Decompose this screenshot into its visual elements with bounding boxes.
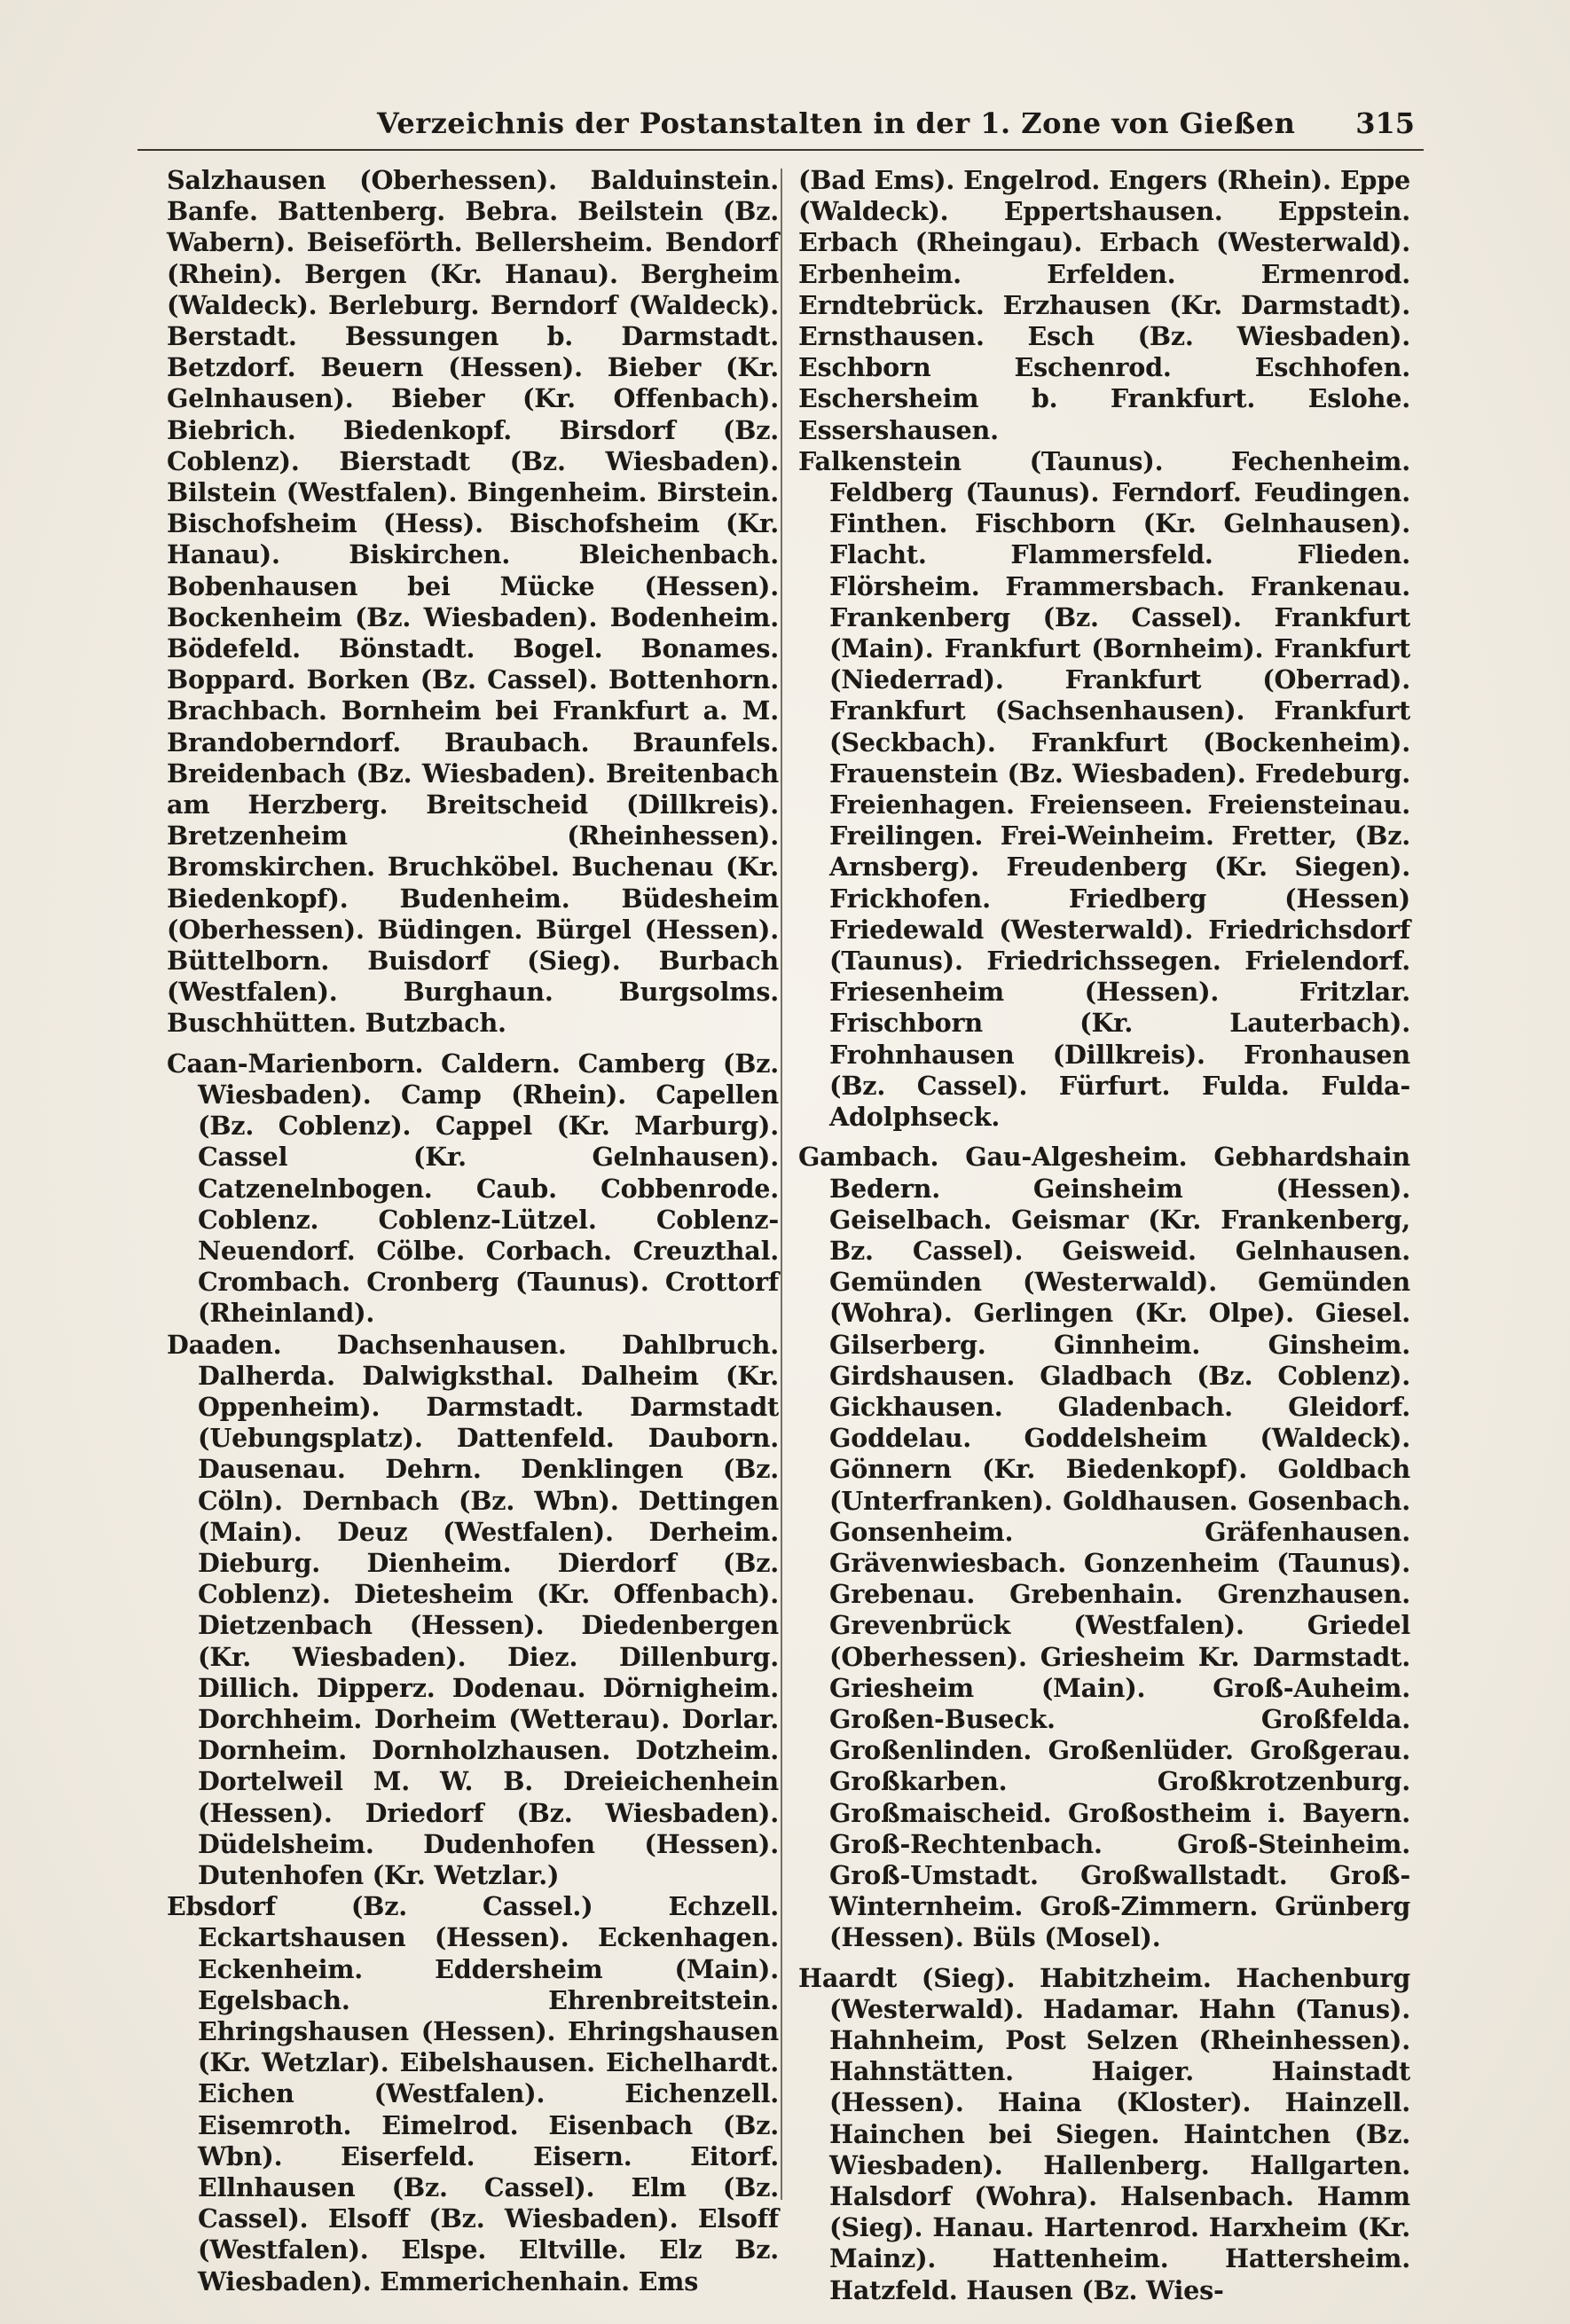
- entry-group-d: Daaden. Dachsenhausen. Dahlbruch. Dalherda. Dalwigksthal. Dalheim (Kr. Oppenheim). Darmstadt. Darmstadt (Uebungsplatz). Dattenfeld. Dauborn. Dausenau. Dehrn. Denklingen (Bz. Cöln). Dernbach (Bz. Wbn). Dettingen (Main). Deuz (Westfalen). Derheim. Dieburg. Dienheim. Dierdorf (Bz. Coblenz). Dietesheim (Kr. Offenbach). Dietzenbach (Hessen). Diedenbergen (Kr. Wiesbaden). Diez. Dillenburg. Dillich. Dipperz. Dodenau. Dörnigheim. Dorchheim. Dorheim (Wetterau). Dorlar. Dornheim. Dornholzhausen. Dotzheim. Dortelweil M. W. B. Dreieichenhein (Hessen). Driedorf (Bz. Wiesbaden). Düdelsheim. Dudenhofen (Hessen). Dutenhofen (Kr. Wetzlar.): [167, 1329, 779, 1890]
- entry-group-e: Ebsdorf (Bz. Cassel.) Echzell. Eckartshausen (Hessen). Eckenhagen. Eckenheim. Eddersheim (Main). Egelsbach. Ehrenbreitstein. Ehringshausen (Hessen). Ehringshausen (Kr. Wetzlar). Eibelshausen. Eichelhardt. Eichen (Westfalen). Eichenzell. Eisemroth. Eimelrod. Eisenbach (Bz. Wbn). Eiserfeld. Eisern. Eitorf. Ellnhausen (Bz. Cassel). Elm (Bz. Cassel). Elsoff (Bz. Wiesbaden). Elsoff (Westfalen). Elspe. Eltville. Elz Bz. Wiesbaden). Emmerichenhain. Ems: [167, 1891, 779, 2297]
- entry-group-b: Salzhausen (Oberhessen). Balduinstein. Banfe. Battenberg. Bebra. Beilstein (Bz. Wabern). Beiseförth. Bellersheim. Bendorf (Rhein). Bergen (Kr. Hanau). Bergheim (Waldeck). Berleburg. Berndorf (Waldeck). Berstadt. Bessungen b. Darmstadt. Betzdorf. Beuern (Hessen). Bieber (Kr. Gelnhausen). Bieber (Kr. Offenbach). Biebrich. Biedenkopf. Birsdorf (Bz. Coblenz). Bierstadt (Bz. Wiesbaden). Bilstein (Westfalen). Bingenheim. Birstein. Bischofsheim (Hess). Bischofsheim (Kr. Hanau). Biskirchen. Bleichenbach. Bobenhausen bei Mücke (Hessen). Bockenheim (Bz. Wiesbaden). Bodenheim. Bödefeld. Bönstadt. Bogel. Bonames. Boppard. Borken (Bz. Cassel). Bottenhorn. Brachbach. Bornheim bei Frankfurt a. M. Brandoberndorf. Braubach. Braunfels. Breidenbach (Bz. Wiesbaden). Breitenbach am Herzberg. Breitscheid (Dillkreis). Bretzenheim (Rheinhessen). Bromskirchen. Bruchköbel. Buchenau (Kr. Biedenkopf). Budenheim. Büdesheim (Oberhessen). Büdingen. Bürgel (Hessen). Büttelborn. Buisdorf (Sieg). Burbach (Westfalen). Burghaun. Burgsolms. Buschhütten. Butzbach.: [167, 165, 779, 1039]
- left-column: [167, 165, 779, 2297]
- header-rule: [137, 149, 1424, 151]
- running-header: [137, 98, 1424, 151]
- entry-group-e-continued: (Bad Ems). Engelrod. Engers (Rhein). Eppe (Waldeck). Eppertshausen. Eppstein. Erbach (Rheingau). Erbach (Westerwald). Erbenheim. Erfelden. Ermenrod. Erndtebrück. Erzhausen (Kr. Darmstadt). Ernsthausen. Esch (Bz. Wiesbaden). Eschborn Eschenrod. Eschhofen. Eschersheim b. Frankfurt. Eslohe. Essershausen.: [798, 165, 1410, 445]
- running-title: Verzeichnis der Postanstalten in der 1. Zone von Gießen: [377, 106, 1296, 140]
- right-column: [798, 165, 1410, 2306]
- entry-group-h: Haardt (Sieg). Habitzheim. Hachenburg (Westerwald). Hadamar. Hahn (Tanus). Hahnheim, Post Selzen (Rheinhessen). Hahnstätten. Haiger. Hainstadt (Hessen). Haina (Kloster). Hainzell. Hainchen bei Siegen. Haintchen (Bz. Wiesbaden). Hallenberg. Hallgarten. Halsdorf (Wohra). Halsenbach. Hamm (Sieg). Hanau. Hartenrod. Harxheim (Kr. Mainz). Hattenheim. Hattersheim. Hatzfeld. Hausen (Bz. Wies-: [798, 1962, 1410, 2305]
- entry-group-f: Falkenstein (Taunus). Fechenheim. Feldberg (Taunus). Ferndorf. Feudingen. Finthen. Fischborn (Kr. Gelnhausen). Flacht. Flammersfeld. Flieden. Flörsheim. Frammersbach. Frankenau. Frankenberg (Bz. Cassel). Frankfurt (Main). Frankfurt (Bornheim). Frankfurt (Niederrad). Frankfurt (Oberrad). Frankfurt (Sachsenhausen). Frankfurt (Seckbach). Frankfurt (Bockenheim). Frauenstein (Bz. Wiesbaden). Fredeburg. Freienhagen. Freienseen. Freiensteinau. Freilingen. Frei-Weinheim. Fretter, (Bz. Arnsberg). Freudenberg (Kr. Siegen). Frickhofen. Friedberg (Hessen) Friedewald (Westerwald). Friedrichsdorf (Taunus). Friedrichssegen. Frielendorf. Friesenheim (Hessen). Fritzlar. Frischborn (Kr. Lauterbach). Frohnhausen (Dillkreis). Fronhausen (Bz. Cassel). Fürfurt. Fulda. Fulda-Adolphseck.: [798, 445, 1410, 1133]
- entry-group-g: Gambach. Gau-Algesheim. Gebhardshain Bedern. Geinsheim (Hessen). Geiselbach. Geismar (Kr. Frankenberg, Bz. Cassel). Geisweid. Gelnhausen. Gemünden (Westerwald). Gemünden (Wohra). Gerlingen (Kr. Olpe). Giesel. Gilserberg. Ginnheim. Ginsheim. Girdshausen. Gladbach (Bz. Coblenz). Gickhausen. Gladenbach. Gleidorf. Goddelau. Goddelsheim (Waldeck). Gönnern (Kr. Biedenkopf). Goldbach (Unterfranken). Goldhausen. Gosenbach. Gonsenheim. Gräfenhausen. Grävenwiesbach. Gonzenheim (Taunus). Grebenau. Grebenhain. Grenzhausen. Grevenbrück (Westfalen). Griedel (Oberhessen). Griesheim Kr. Darmstadt. Griesheim (Main). Groß-Auheim. Großen-Buseck. Großfelda. Großenlinden. Großenlüder. Großgerau. Großkarben. Großkrotzenburg. Großmaischeid. Großostheim i. Bayern. Groß-Rechtenbach. Groß-Steinheim. Groß-Umstadt. Großwallstadt. Groß-Winternheim. Groß-Zimmern. Grünberg (Hessen). Büls (Mosel).: [798, 1142, 1410, 1953]
- page-number: 315: [1355, 106, 1415, 140]
- column-divider: [781, 169, 782, 2200]
- entry-group-c: Caan-Marienborn. Caldern. Camberg (Bz. Wiesbaden). Camp (Rhein). Capellen (Bz. Coblenz). Cappel (Kr. Marburg). Cassel (Kr. Gelnhausen). Catzenelnbogen. Caub. Cobbenrode. Coblenz. Coblenz-Lützel. Coblenz-Neuendorf. Cölbe. Corbach. Creuzthal. Crombach. Cronberg (Taunus). Crottorf (Rheinland).: [167, 1048, 779, 1329]
